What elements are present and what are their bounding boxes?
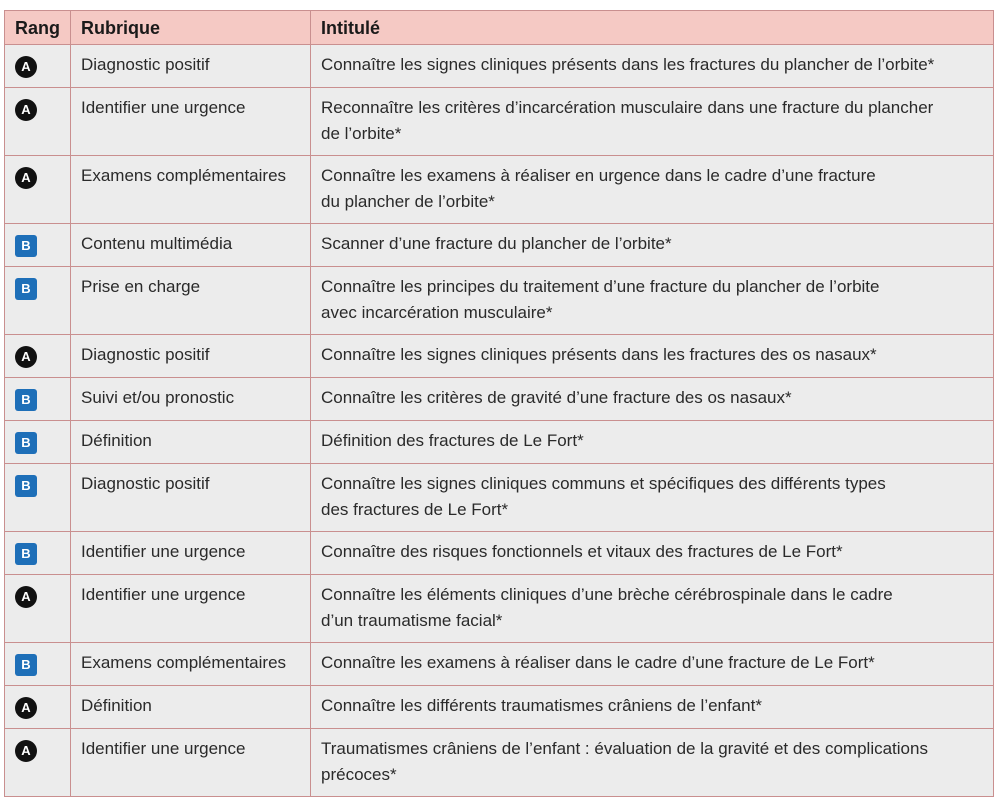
rang-a-badge-icon: A	[15, 99, 37, 121]
header-intitule: Intitulé	[311, 11, 994, 45]
objectives-table	[4, 10, 994, 797]
intitule-line: Connaître les signes cliniques présents dans les fractures du plancher de l’orbite*	[321, 55, 935, 74]
rang-b-badge-icon: B	[15, 389, 37, 411]
rang-cell	[5, 532, 71, 575]
rubrique-cell: Examens complémentaires	[71, 643, 311, 686]
intitule-line: Connaître les signes cliniques communs et spécifiques des différents types	[321, 474, 886, 493]
rang-a-badge-icon: A	[15, 56, 37, 78]
rang-a-badge-icon: A	[15, 697, 37, 719]
table-row	[5, 421, 994, 464]
intitule-line: Scanner d’une fracture du plancher de l’orbite*	[321, 234, 672, 253]
intitule-cell	[311, 156, 994, 224]
rang-cell	[5, 464, 71, 532]
table-row	[5, 88, 994, 156]
header-rubrique: Rubrique	[71, 11, 311, 45]
table-header-row	[5, 11, 994, 45]
intitule-cell	[311, 643, 994, 686]
rang-a-badge-icon: A	[15, 346, 37, 368]
objectives-table-wrapper	[4, 10, 994, 797]
rang-b-badge-icon: B	[15, 654, 37, 676]
intitule-line: des fractures de Le Fort*	[321, 500, 509, 519]
intitule-line: Connaître les différents traumatismes crâniens de l’enfant*	[321, 696, 762, 715]
rang-cell	[5, 224, 71, 267]
rang-b-badge-icon: B	[15, 278, 37, 300]
intitule-cell	[311, 88, 994, 156]
rubrique-cell: Examens complémentaires	[71, 156, 311, 224]
rang-a-badge-icon: A	[15, 740, 37, 762]
intitule-line: Reconnaître les critères d’incarcération musculaire dans une fracture du plancher	[321, 98, 934, 117]
intitule-cell	[311, 464, 994, 532]
intitule-line: Connaître les examens à réaliser dans le cadre d’une fracture de Le Fort*	[321, 653, 875, 672]
intitule-line: Connaître les signes cliniques présents dans les fractures des os nasaux*	[321, 345, 877, 364]
rubrique-cell: Prise en charge	[71, 267, 311, 335]
rubrique-cell: Identifier une urgence	[71, 88, 311, 156]
rang-b-badge-icon: B	[15, 475, 37, 497]
intitule-cell	[311, 267, 994, 335]
rubrique-cell: Suivi et/ou pronostic	[71, 378, 311, 421]
intitule-line: du plancher de l’orbite*	[321, 192, 495, 211]
intitule-cell	[311, 378, 994, 421]
rang-cell	[5, 267, 71, 335]
rang-cell	[5, 156, 71, 224]
rang-cell	[5, 686, 71, 729]
intitule-line: Connaître les critères de gravité d’une fracture des os nasaux*	[321, 388, 792, 407]
rubrique-cell: Contenu multimédia	[71, 224, 311, 267]
rubrique-cell: Diagnostic positif	[71, 45, 311, 88]
intitule-cell	[311, 45, 994, 88]
table-row	[5, 575, 994, 643]
table-row	[5, 156, 994, 224]
rubrique-cell: Diagnostic positif	[71, 335, 311, 378]
rang-cell	[5, 421, 71, 464]
rang-cell	[5, 378, 71, 421]
table-row	[5, 532, 994, 575]
rubrique-cell: Définition	[71, 421, 311, 464]
intitule-line: Connaître les principes du traitement d’une fracture du plancher de l’orbite	[321, 277, 880, 296]
rang-b-badge-icon: B	[15, 543, 37, 565]
rang-cell	[5, 729, 71, 797]
intitule-line: Connaître les examens à réaliser en urgence dans le cadre d’une fracture	[321, 166, 876, 185]
intitule-line: Définition des fractures de Le Fort*	[321, 431, 584, 450]
table-row	[5, 224, 994, 267]
intitule-line: précoces*	[321, 765, 397, 784]
intitule-cell	[311, 224, 994, 267]
rang-cell	[5, 45, 71, 88]
rubrique-cell: Diagnostic positif	[71, 464, 311, 532]
intitule-cell	[311, 532, 994, 575]
intitule-line: de l’orbite*	[321, 124, 402, 143]
table-row	[5, 267, 994, 335]
rang-b-badge-icon: B	[15, 432, 37, 454]
intitule-cell	[311, 335, 994, 378]
header-rang: Rang	[5, 11, 71, 45]
intitule-cell	[311, 686, 994, 729]
table-row	[5, 378, 994, 421]
table-row	[5, 729, 994, 797]
rang-a-badge-icon: A	[15, 586, 37, 608]
intitule-cell	[311, 729, 994, 797]
rang-cell	[5, 88, 71, 156]
intitule-cell	[311, 421, 994, 464]
table-row	[5, 643, 994, 686]
rang-cell	[5, 643, 71, 686]
table-row	[5, 45, 994, 88]
rang-a-badge-icon: A	[15, 167, 37, 189]
intitule-line: Connaître les éléments cliniques d’une brèche cérébrospinale dans le cadre	[321, 585, 893, 604]
rang-cell	[5, 575, 71, 643]
rubrique-cell: Identifier une urgence	[71, 575, 311, 643]
intitule-line: Connaître des risques fonctionnels et vitaux des fractures de Le Fort*	[321, 542, 843, 561]
table-row	[5, 686, 994, 729]
intitule-line: Traumatismes crâniens de l’enfant : évaluation de la gravité et des complications	[321, 739, 928, 758]
table-row	[5, 335, 994, 378]
intitule-line: avec incarcération musculaire*	[321, 303, 553, 322]
rubrique-cell: Identifier une urgence	[71, 532, 311, 575]
intitule-line: d’un traumatisme facial*	[321, 611, 503, 630]
table-row	[5, 464, 994, 532]
intitule-cell	[311, 575, 994, 643]
rubrique-cell: Identifier une urgence	[71, 729, 311, 797]
rang-cell	[5, 335, 71, 378]
rubrique-cell: Définition	[71, 686, 311, 729]
rang-b-badge-icon: B	[15, 235, 37, 257]
